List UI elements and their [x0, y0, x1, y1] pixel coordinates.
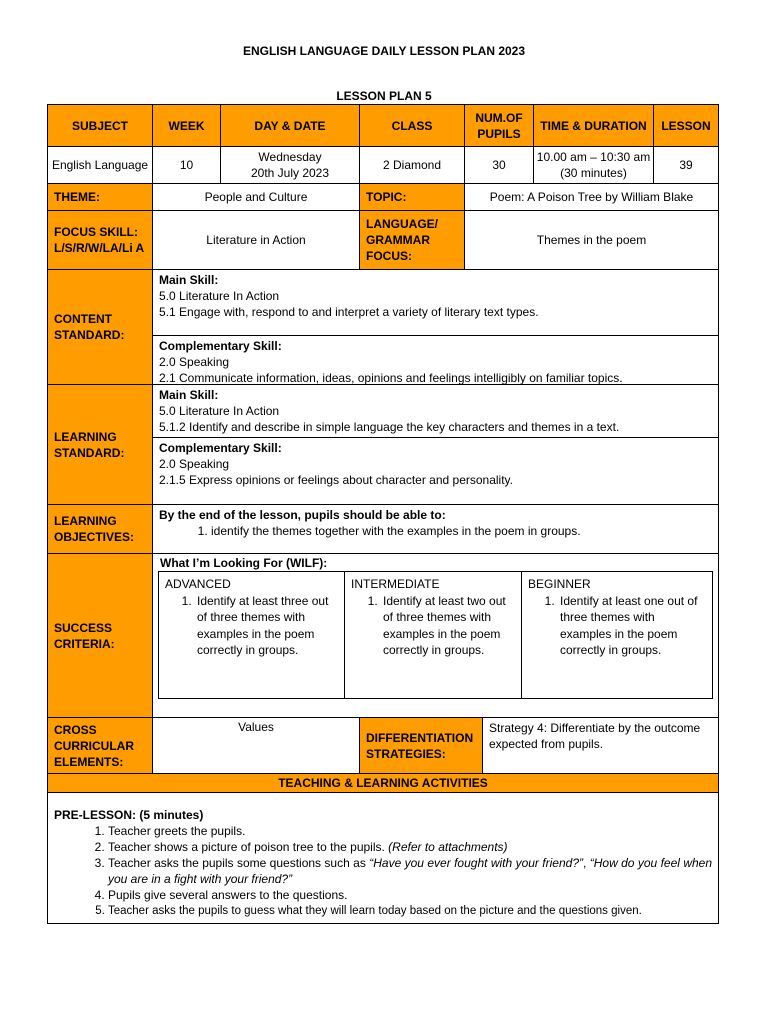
activity-step: 1. Teacher greets the pupils. [108, 823, 712, 839]
advanced-criteria [158, 571, 345, 699]
differentiation-value: Strategy 4: Differentiate by the outcome expected from pupils. [482, 717, 719, 774]
activity-step-text: Teacher shows a picture of poison tree to the pupils. [108, 840, 389, 854]
advanced-item: 1. Identify at least three out of three themes with examples in the poem correctly in groups. [195, 593, 338, 659]
header-class: CLASS [359, 104, 465, 147]
content-standard-label: CONTENT STANDARD: [47, 269, 153, 385]
learning-comp-line-1: 2.0 Speaking [159, 457, 230, 471]
activity-separator: , [583, 856, 590, 870]
content-comp-heading: Complementary Skill: [159, 339, 282, 353]
cross-curricular-value: Values [152, 717, 360, 774]
focus-skill-label: FOCUS SKILL: L/S/R/W/LA/Li A [47, 210, 153, 270]
objectives-content [152, 504, 719, 554]
pre-lesson-heading: PRE-LESSON: (5 minutes) [54, 808, 204, 822]
learning-standard-label: LEARNING STANDARD: [47, 384, 153, 505]
theme-value: People and Culture [152, 183, 360, 211]
content-main-line-1: 5.0 Literature In Action [159, 289, 280, 303]
intermediate-item: 1. Identify at least two out of three themes with examples in the poem correctly in groups. [381, 593, 515, 659]
activity-question: “How do you feel when you are in a fight with your friend?” [108, 856, 713, 886]
success-criteria-label: SUCCESS CRITERIA: [47, 553, 153, 718]
activity-step [108, 855, 712, 887]
value-subject: English Language [47, 146, 153, 184]
value-day: Wednesday [258, 150, 322, 164]
advanced-title: ADVANCED [165, 577, 231, 591]
header-num-pupils: NUM.OF PUPILS [464, 104, 534, 147]
content-main-line-2: 5.1 Engage with, respond to and interpret a variety of literary text types. [159, 305, 539, 319]
language-focus-value: Themes in the poem [464, 210, 719, 270]
topic-value: Poem: A Poison Tree by William Blake [464, 183, 719, 211]
value-week: 10 [152, 146, 221, 184]
learning-main-line-1: 5.0 Literature In Action [159, 404, 280, 418]
activities-heading: TEACHING & LEARNING ACTIVITIES [47, 773, 719, 793]
differentiation-label: DIFFERENTIATION STRATEGIES: [359, 717, 483, 774]
activities-content [47, 792, 719, 924]
content-standard-complementary [152, 335, 719, 385]
value-date: 20th July 2023 [250, 166, 330, 180]
activity-step-text: Teacher asks the pupils some questions such as [108, 856, 370, 870]
value-day-date [220, 146, 360, 184]
header-time-duration: TIME & DURATION [533, 104, 654, 147]
objective-item: 1. identify the themes together with the examples in the poem in groups. [211, 523, 712, 539]
value-num-pupils: 30 [464, 146, 534, 184]
topic-label: TOPIC: [359, 183, 465, 211]
content-comp-line-2: 2.1 Communicate information, ideas, opinions and feelings intelligibly on familiar topics. [159, 371, 623, 385]
objectives-label: LEARNING OBJECTIVES: [47, 504, 153, 554]
wilf-heading: What I’m Looking For (WILF): [160, 556, 328, 570]
activity-step: 5. Teacher asks the pupils to guess what they will learn today based on the picture and the questions given. [108, 903, 712, 919]
header-subject: SUBJECT [47, 104, 153, 147]
focus-skill-value: Literature in Action [152, 210, 360, 270]
learning-standard-complementary [152, 437, 719, 505]
lesson-plan-number: LESSON PLAN 5 [336, 89, 432, 103]
learning-comp-line-2: 2.1.5 Express opinions or feelings about character and personality. [159, 473, 513, 487]
document-title: ENGLISH LANGUAGE DAILY LESSON PLAN 2023 [242, 44, 526, 58]
intermediate-criteria [344, 571, 522, 699]
learning-main-heading: Main Skill: [159, 388, 219, 402]
cross-curricular-label: CROSS CURRICULAR ELEMENTS: [47, 717, 153, 774]
language-focus-label: LANGUAGE/ GRAMMAR FOCUS: [359, 210, 465, 270]
beginner-item: 1. Identify at least one out of three themes with examples in the poem correctly in groups. [558, 593, 706, 659]
header-lesson: LESSON [653, 104, 719, 147]
header-week: WEEK [152, 104, 221, 147]
theme-label: THEME: [47, 183, 153, 211]
activity-step-note: (Refer to attachments) [388, 840, 508, 854]
learning-main-line-2: 5.1.2 Identify and describe in simple language the key characters and themes in a text. [159, 420, 620, 434]
learning-comp-heading: Complementary Skill: [159, 441, 282, 455]
objectives-intro: By the end of the lesson, pupils should be able to: [159, 508, 446, 522]
activity-question: “Have you ever fought with your friend?” [369, 856, 583, 870]
beginner-title: BEGINNER [528, 577, 591, 591]
intermediate-title: INTERMEDIATE [351, 577, 440, 591]
value-lesson: 39 [653, 146, 719, 184]
content-main-heading: Main Skill: [159, 273, 219, 287]
content-standard-main [152, 269, 719, 336]
activity-step: 4. Pupils give several answers to the questions. [108, 887, 712, 903]
content-comp-line-1: 2.0 Speaking [159, 355, 230, 369]
header-day-date: DAY & DATE [220, 104, 360, 147]
beginner-criteria [521, 571, 713, 699]
value-class: 2 Diamond [359, 146, 465, 184]
learning-standard-main [152, 384, 719, 438]
value-time-duration: 10.00 am – 10:30 am (30 minutes) [533, 146, 654, 184]
activity-step [108, 839, 712, 855]
